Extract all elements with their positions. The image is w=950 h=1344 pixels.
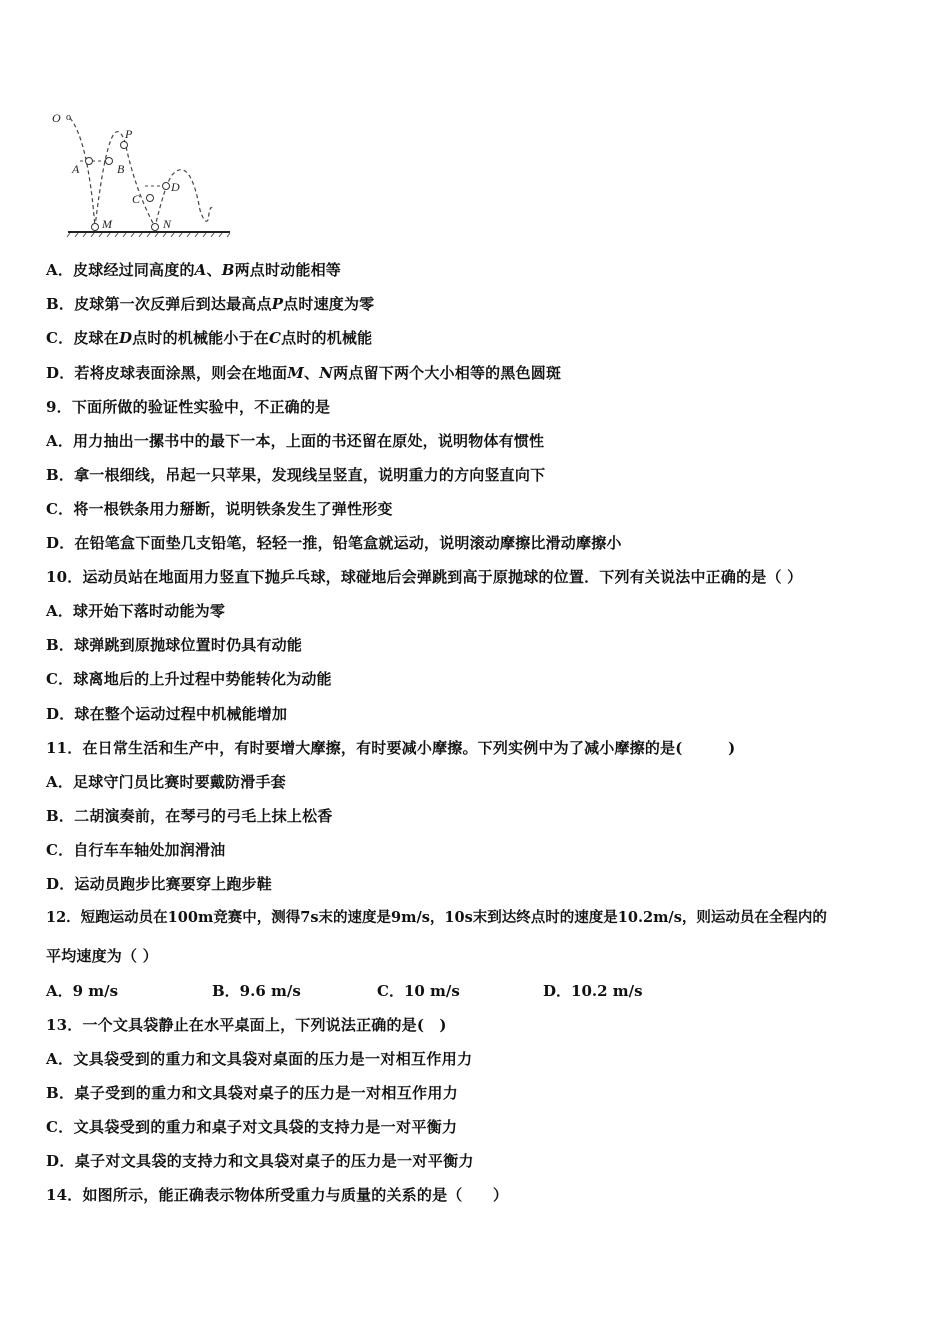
ball-c — [147, 195, 154, 202]
q8-option-a: A．皮球经过同高度的A、B两点时动能相等 — [46, 261, 341, 279]
q13-option-d: D．桌子对文具袋的支持力和文具袋对桌子的压力是一对平衡力 — [46, 1152, 474, 1170]
label-m: M — [102, 217, 112, 231]
label-o: O — [52, 111, 61, 125]
ball-n — [152, 224, 159, 231]
q9-option-d: D．在铅笔盒下面垫几支铅笔，轻轻一推，铅笔盒就运动，说明滚动摩擦比滑动摩擦小 — [46, 534, 622, 552]
q10-option-c: C．球离地后的上升过程中势能转化为动能 — [46, 670, 332, 688]
q13-stem: 13．一个文具袋静止在水平桌面上，下列说法正确的是( ) — [46, 1016, 447, 1034]
ball-a — [86, 158, 93, 165]
q12-option-c: C．10 m/s — [377, 982, 460, 1000]
q13-option-c: C．文具袋受到的重力和桌子对文具袋的支持力是一对平衡力 — [46, 1118, 458, 1136]
q13-option-a: A．文具袋受到的重力和文具袋对桌面的压力是一对相互作用力 — [46, 1050, 473, 1068]
q11-option-d: D．运动员跑步比赛要穿上跑步鞋 — [46, 875, 273, 893]
q11-stem: 11．在日常生活和生产中，有时要增大摩擦，有时要减小摩擦。下列实例中为了减小摩擦的是( ) — [46, 739, 736, 757]
q12-stem-line2: 平均速度为（ ） — [46, 947, 158, 965]
q9-option-b: B．拿一根细线，吊起一只苹果，发现线呈竖直，说明重力的方向竖直向下 — [46, 466, 546, 484]
q9-stem: 9．下面所做的验证性实验中，不正确的是 — [46, 398, 331, 416]
ball-d — [163, 183, 170, 190]
ball-b — [106, 158, 113, 165]
q8-option-d: D．若将皮球表面涂黑，则会在地面M、N两点留下两个大小相等的黑色圆斑 — [46, 364, 562, 382]
q14-stem: 14．如图所示，能正确表示物体所受重力与质量的关系的是（ ） — [46, 1186, 509, 1204]
q8-option-b: B．皮球第一次反弹后到达最高点P点时速度为零 — [46, 295, 375, 313]
label-c: C — [132, 192, 141, 206]
q11-option-c: C．自行车车轴处加润滑油 — [46, 841, 226, 859]
bouncing-ball-figure — [40, 100, 250, 245]
ball-m — [92, 224, 99, 231]
q9-option-a: A．用力抽出一摞书中的最下一本，上面的书还留在原处，说明物体有惯性 — [46, 432, 545, 450]
q11-option-a: A．足球守门员比赛时要戴防滑手套 — [46, 773, 286, 791]
svg-text:o: o — [66, 112, 71, 123]
label-d: D — [171, 180, 180, 194]
q11-option-b: B．二胡演奏前，在琴弓的弓毛上抹上松香 — [46, 807, 333, 825]
q10-option-a: A．球开始下落时动能为零 — [46, 602, 226, 620]
q12-stem-line1: 12．短跑运动员在100m竞赛中，测得7s末的速度是9m/s，10s末到达终点时的速度是10.2m/s，则运动员在全程内的 — [46, 909, 827, 926]
q12-option-b: B．9.6 m/s — [212, 982, 301, 1000]
q10-option-b: B．球弹跳到原抛球位置时仍具有动能 — [46, 636, 303, 654]
q8-option-c: C．皮球在D点时的机械能小于在C点时的机械能 — [46, 329, 373, 347]
label-b: B — [117, 162, 125, 176]
ball-p — [121, 142, 128, 149]
q12-option-a: A．9 m/s — [46, 982, 119, 1000]
q10-option-d: D．球在整个运动过程中机械能增加 — [46, 705, 288, 723]
q9-option-c: C．将一根铁条用力掰断，说明铁条发生了弹性形变 — [46, 500, 393, 518]
trajectory-path — [70, 118, 212, 227]
label-n: N — [163, 217, 172, 231]
label-a: A — [72, 162, 80, 176]
label-p: P — [125, 127, 133, 141]
q13-option-b: B．桌子受到的重力和文具袋对桌子的压力是一对相互作用力 — [46, 1084, 459, 1102]
q12-option-d: D．10.2 m/s — [543, 982, 643, 1000]
q10-stem: 10．运动员站在地面用力竖直下抛乒乓球，球碰地后会弹跳到高于原抛球的位置．下列有关说法中正确的是（ ） — [46, 568, 803, 586]
